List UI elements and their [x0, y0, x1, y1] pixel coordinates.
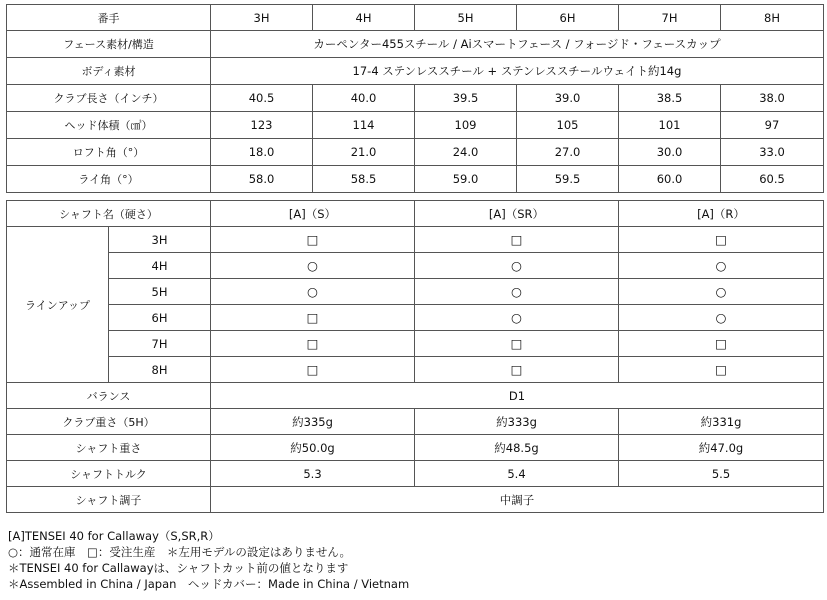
- shaft-torque-r: 5.5: [619, 461, 824, 487]
- lineup-mark: ○: [415, 305, 619, 331]
- shaft-name-s: [A]（S）: [211, 201, 415, 227]
- footnote-origin: ＊Assembled in China / Japan ヘッドカバー：Made in China / Vietnam: [8, 577, 410, 591]
- lineup-mark: ○: [619, 253, 824, 279]
- club-number-6h: 6H: [517, 5, 619, 31]
- face-material-row: [7, 31, 824, 58]
- lineup-mark: □: [415, 331, 619, 357]
- shaft-name-r: [A]（R）: [619, 201, 824, 227]
- shaft-name-sr: [A]（SR）: [415, 201, 619, 227]
- lie-angle-5h: 59.0: [415, 166, 517, 193]
- lineup-mark: ○: [415, 279, 619, 305]
- club-length-row: [7, 85, 824, 112]
- footnote-shaft-cut: ＊TENSEI 40 for Callawayは、シャフトカット前の値となります: [8, 561, 349, 575]
- loft-angle-row: [7, 139, 824, 166]
- club-length-8h: 38.0: [721, 85, 824, 112]
- face-material-label: フェース素材/構造: [7, 31, 211, 58]
- shaft-name-label: シャフト名（硬さ）: [7, 201, 211, 227]
- kick-point-value: 中調子: [211, 487, 824, 513]
- lineup-number: 4H: [109, 253, 211, 279]
- shaft-weight-sr: 約48.5g: [415, 435, 619, 461]
- lie-angle-8h: 60.5: [721, 166, 824, 193]
- lineup-mark: □: [211, 227, 415, 253]
- club-length-5h: 39.5: [415, 85, 517, 112]
- kick-point-label: シャフト調子: [7, 487, 211, 513]
- shaft-torque-sr: 5.4: [415, 461, 619, 487]
- club-number-7h: 7H: [619, 5, 721, 31]
- head-volume-label: ヘッド体積（㎤）: [7, 112, 211, 139]
- lineup-mark: ○: [415, 253, 619, 279]
- shaft-name-header-row: [7, 201, 824, 227]
- club-length-6h: 39.0: [517, 85, 619, 112]
- lineup-mark: ○: [619, 305, 824, 331]
- kick-point-row: [7, 487, 824, 513]
- lineup-mark: □: [619, 357, 824, 383]
- lineup-row: [7, 227, 824, 253]
- loft-angle-4h: 21.0: [313, 139, 415, 166]
- head-spec-table: [6, 4, 824, 193]
- lineup-mark: □: [415, 357, 619, 383]
- lie-angle-3h: 58.0: [211, 166, 313, 193]
- lineup-number: 5H: [109, 279, 211, 305]
- lineup-number: 6H: [109, 305, 211, 331]
- shaft-spec-table: [6, 200, 824, 513]
- footnotes: [8, 528, 409, 592]
- shaft-weight-row: [7, 435, 824, 461]
- shaft-torque-row: [7, 461, 824, 487]
- shaft-torque-s: 5.3: [211, 461, 415, 487]
- lineup-mark: ○: [211, 279, 415, 305]
- loft-angle-5h: 24.0: [415, 139, 517, 166]
- club-number-8h: 8H: [721, 5, 824, 31]
- lineup-mark: □: [211, 331, 415, 357]
- head-volume-8h: 97: [721, 112, 824, 139]
- loft-angle-6h: 27.0: [517, 139, 619, 166]
- loft-angle-8h: 33.0: [721, 139, 824, 166]
- lineup-label: ラインアップ: [7, 227, 109, 383]
- lineup-mark: □: [619, 227, 824, 253]
- club-number-label: 番手: [7, 5, 211, 31]
- lineup-row: [7, 357, 824, 383]
- head-volume-4h: 114: [313, 112, 415, 139]
- head-volume-5h: 109: [415, 112, 517, 139]
- lineup-mark: □: [619, 331, 824, 357]
- head-volume-7h: 101: [619, 112, 721, 139]
- head-volume-row: [7, 112, 824, 139]
- loft-angle-7h: 30.0: [619, 139, 721, 166]
- footnote-legend: ○：通常在庫 □：受注生産 ＊左用モデルの設定はありません。: [8, 545, 352, 559]
- club-weight-sr: 約333g: [415, 409, 619, 435]
- lineup-number: 7H: [109, 331, 211, 357]
- lineup-mark: ○: [211, 253, 415, 279]
- shaft-torque-label: シャフトトルク: [7, 461, 211, 487]
- club-length-3h: 40.5: [211, 85, 313, 112]
- club-weight-s: 約335g: [211, 409, 415, 435]
- lineup-number: 8H: [109, 357, 211, 383]
- club-weight-row: [7, 409, 824, 435]
- club-number-5h: 5H: [415, 5, 517, 31]
- body-material-label: ボディ素材: [7, 58, 211, 85]
- balance-label: バランス: [7, 383, 211, 409]
- lineup-row: [7, 305, 824, 331]
- lineup-row: [7, 279, 824, 305]
- club-length-7h: 38.5: [619, 85, 721, 112]
- lineup-number: 3H: [109, 227, 211, 253]
- club-length-label: クラブ長さ（インチ）: [7, 85, 211, 112]
- lie-angle-6h: 59.5: [517, 166, 619, 193]
- loft-angle-3h: 18.0: [211, 139, 313, 166]
- head-volume-3h: 123: [211, 112, 313, 139]
- club-number-4h: 4H: [313, 5, 415, 31]
- lineup-mark: □: [211, 305, 415, 331]
- lie-angle-7h: 60.0: [619, 166, 721, 193]
- lineup-row: [7, 253, 824, 279]
- lie-angle-4h: 58.5: [313, 166, 415, 193]
- head-volume-6h: 105: [517, 112, 619, 139]
- body-material-row: [7, 58, 824, 85]
- lineup-row: [7, 331, 824, 357]
- shaft-weight-label: シャフト重さ: [7, 435, 211, 461]
- club-number-header-row: [7, 5, 824, 31]
- lineup-mark: □: [415, 227, 619, 253]
- lineup-mark: □: [211, 357, 415, 383]
- balance-row: [7, 383, 824, 409]
- loft-angle-label: ロフト角（°）: [7, 139, 211, 166]
- shaft-weight-s: 約50.0g: [211, 435, 415, 461]
- lineup-mark: ○: [619, 279, 824, 305]
- club-weight-r: 約331g: [619, 409, 824, 435]
- face-material-value: カーペンター455スチール / Aiスマートフェース / フォージド・フェースカップ: [211, 31, 824, 58]
- club-length-4h: 40.0: [313, 85, 415, 112]
- club-number-3h: 3H: [211, 5, 313, 31]
- lie-angle-row: [7, 166, 824, 193]
- footnote-shaft-name: [A]TENSEI 40 for Callaway（S,SR,R）: [8, 529, 220, 543]
- balance-value: D1: [211, 383, 824, 409]
- club-weight-label: クラブ重さ（5H）: [7, 409, 211, 435]
- body-material-value: 17-4 ステンレススチール + ステンレススチールウェイト約14g: [211, 58, 824, 85]
- shaft-weight-r: 約47.0g: [619, 435, 824, 461]
- lie-angle-label: ライ角（°）: [7, 166, 211, 193]
